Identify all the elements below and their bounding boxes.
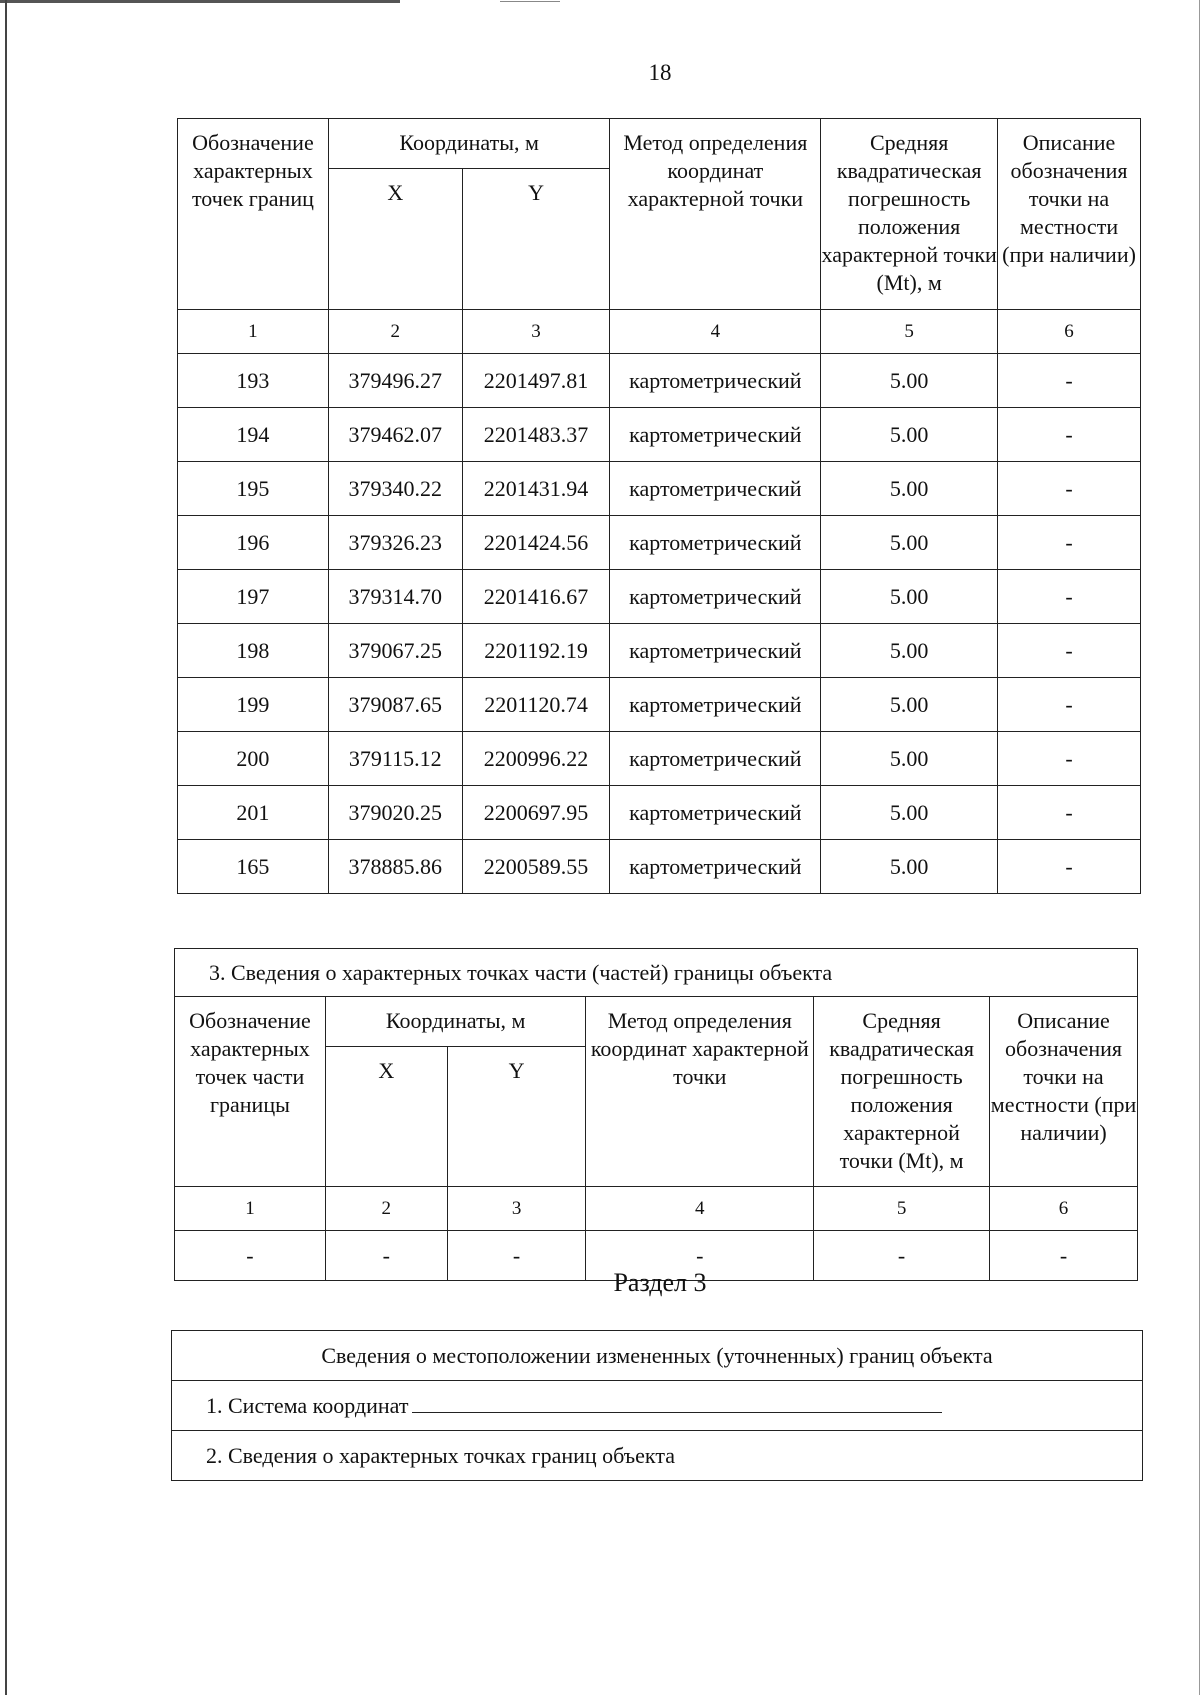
cell-point: 198: [178, 624, 329, 678]
column-number: 6: [990, 1187, 1138, 1231]
scan-edge: [0, 0, 400, 3]
cell-method: картометрический: [610, 570, 821, 624]
cell-error: 5.00: [821, 840, 998, 894]
column-number: 5: [814, 1187, 990, 1231]
cell-method: -: [586, 1231, 814, 1281]
scan-edge: [5, 0, 7, 1695]
cell-y: 2201192.19: [462, 624, 610, 678]
cell-y: -: [447, 1231, 586, 1281]
cell-description: -: [998, 786, 1141, 840]
header-error: Средняя квадратическая погрешность положения характерной точки (Mt), м: [814, 997, 990, 1187]
cell-method: картометрический: [610, 516, 821, 570]
cell-error: 5.00: [821, 624, 998, 678]
cell-y: 2201497.81: [462, 354, 610, 408]
cell-point: 201: [178, 786, 329, 840]
section-heading: Сведения о местоположении измененных (уточненных) границ объекта: [172, 1331, 1143, 1381]
scan-edge: [500, 1, 560, 2]
cell-method: картометрический: [610, 840, 821, 894]
header-point: Обозначение характерных точек части границы: [175, 997, 326, 1187]
cell-x: 379314.70: [328, 570, 462, 624]
cell-method: картометрический: [610, 624, 821, 678]
header-coordinates: Координаты, м: [328, 119, 610, 169]
cell-x: -: [325, 1231, 447, 1281]
cell-method: картометрический: [610, 462, 821, 516]
cell-error: 5.00: [821, 408, 998, 462]
column-number: 1: [178, 310, 329, 354]
header-method: Метод определения координат характерной точки: [586, 997, 814, 1187]
table-row: [178, 624, 1141, 678]
cell-description: -: [998, 408, 1141, 462]
cell-error: 5.00: [821, 354, 998, 408]
page-number: 18: [648, 60, 672, 85]
column-number: 5: [821, 310, 998, 354]
cell-y: 2201431.94: [462, 462, 610, 516]
cell-description: -: [998, 840, 1141, 894]
table-row: [178, 462, 1141, 516]
cell-point: 197: [178, 570, 329, 624]
section-title: Раздел 3: [613, 1268, 707, 1297]
cell-error: -: [814, 1231, 990, 1281]
table-row: [178, 678, 1141, 732]
cell-point: -: [175, 1231, 326, 1281]
table-row: [178, 516, 1141, 570]
cell-error: 5.00: [821, 570, 998, 624]
cell-method: картометрический: [610, 354, 821, 408]
cell-description: -: [998, 678, 1141, 732]
cell-y: 2201424.56: [462, 516, 610, 570]
cell-method: картометрический: [610, 408, 821, 462]
header-x: X: [328, 169, 462, 310]
cell-x: 379067.25: [328, 624, 462, 678]
table-row: [178, 354, 1141, 408]
cell-x: 379115.12: [328, 732, 462, 786]
cell-error: 5.00: [821, 786, 998, 840]
table-row: [178, 786, 1141, 840]
cell-error: 5.00: [821, 678, 998, 732]
header-error: Средняя квадратическая погрешность положения характерной точки (Mt), м: [821, 119, 998, 310]
header-x: X: [325, 1047, 447, 1187]
cell-point: 196: [178, 516, 329, 570]
cell-point: 193: [178, 354, 329, 408]
coordinate-system-label: 1. Система координат: [206, 1392, 409, 1418]
cell-y: 2201120.74: [462, 678, 610, 732]
section-caption: 3. Сведения о характерных точках части (частей) границы объекта: [175, 949, 1138, 997]
cell-error: 5.00: [821, 732, 998, 786]
cell-x: 379462.07: [328, 408, 462, 462]
header-y: Y: [447, 1047, 586, 1187]
cell-y: 2200996.22: [462, 732, 610, 786]
cell-x: 379340.22: [328, 462, 462, 516]
cell-point: 199: [178, 678, 329, 732]
table-row: [178, 840, 1141, 894]
table-row: [178, 408, 1141, 462]
table-row: [178, 732, 1141, 786]
cell-point: 194: [178, 408, 329, 462]
cell-description: -: [998, 570, 1141, 624]
header-y: Y: [462, 169, 610, 310]
cell-x: 378885.86: [328, 840, 462, 894]
cell-x: 379087.65: [328, 678, 462, 732]
column-number: 3: [447, 1187, 586, 1231]
table-row: [178, 570, 1141, 624]
cell-x: 379496.27: [328, 354, 462, 408]
cell-description: -: [990, 1231, 1138, 1281]
coordinate-system-blank: [412, 1392, 942, 1413]
part-boundary-points-table: [174, 948, 1138, 1281]
cell-description: -: [998, 732, 1141, 786]
boundary-points-item: 2. Сведения о характерных точках границ объекта: [172, 1431, 1143, 1481]
changed-boundaries-table: [171, 1330, 1143, 1481]
column-number: 2: [328, 310, 462, 354]
header-method: Метод определения координат характерной точки: [610, 119, 821, 310]
column-number: 4: [610, 310, 821, 354]
column-number: 2: [325, 1187, 447, 1231]
header-coordinates: Координаты, м: [325, 997, 586, 1047]
coordinate-system-row: [172, 1381, 1143, 1431]
cell-x: 379020.25: [328, 786, 462, 840]
cell-point: 165: [178, 840, 329, 894]
header-point: Обозначение характерных точек границ: [178, 119, 329, 310]
column-number: 6: [998, 310, 1141, 354]
cell-x: 379326.23: [328, 516, 462, 570]
cell-y: 2201416.67: [462, 570, 610, 624]
cell-y: 2200589.55: [462, 840, 610, 894]
cell-method: картометрический: [610, 678, 821, 732]
cell-point: 200: [178, 732, 329, 786]
cell-description: -: [998, 624, 1141, 678]
cell-y: 2200697.95: [462, 786, 610, 840]
cell-description: -: [998, 516, 1141, 570]
boundary-points-table: [177, 118, 1141, 894]
column-number: 1: [175, 1187, 326, 1231]
cell-method: картометрический: [610, 786, 821, 840]
cell-method: картометрический: [610, 732, 821, 786]
column-number: 4: [586, 1187, 814, 1231]
header-description: Описание обозначения точки на местности (при наличии): [990, 997, 1138, 1187]
header-description: Описание обозначения точки на местности (при наличии): [998, 119, 1141, 310]
cell-error: 5.00: [821, 462, 998, 516]
cell-error: 5.00: [821, 516, 998, 570]
cell-description: -: [998, 462, 1141, 516]
cell-description: -: [998, 354, 1141, 408]
column-number: 3: [462, 310, 610, 354]
cell-y: 2201483.37: [462, 408, 610, 462]
cell-point: 195: [178, 462, 329, 516]
